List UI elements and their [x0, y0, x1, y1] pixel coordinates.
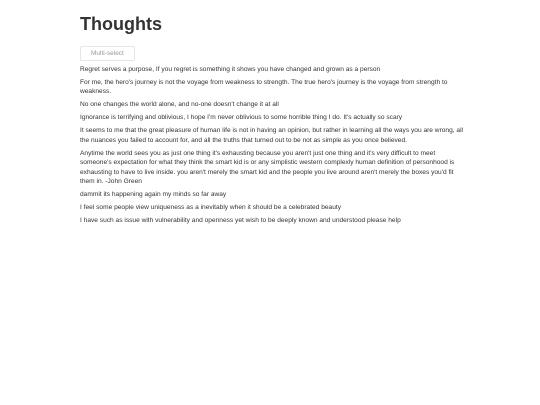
thought-item[interactable]: No one changes the world alone, and no-one doesn't change it at all: [80, 101, 279, 109]
multi-select-button[interactable]: Multi-select: [80, 46, 135, 61]
main-content: [80, 12, 465, 229]
thought-item[interactable]: For me, the hero's journey is not the voyage from weakness to strength. The true hero's journey is the voyage from strength to weakness.: [80, 79, 448, 96]
thought-item[interactable]: I have such as issue with vulnerability and openness yet wish to be deeply known and understood please help: [80, 217, 401, 225]
thought-item[interactable]: Ignorance is terrifying and oblivious, I hope I'm never oblivious to some horrible thing I do. It's actually so scary: [80, 114, 403, 122]
thought-item[interactable]: dammit its happening again my minds so far away: [80, 191, 227, 199]
page-title: Thoughts: [80, 14, 162, 34]
thought-item[interactable]: I feel some people view uniqueness as a inevitably when it should be a celebrated beauty: [80, 204, 341, 212]
thought-item[interactable]: Anytime the world sees you as just one thing it's exhausting because you aren't just one thing and it's very difficult to meet someone's expectation for what they think the smart kid is or any simplistic western complexly human definition of personhood is exhausting to have to live inside. you aren't merely the smart kid and the people you live around aren't merely the boxes you'd fit them in. -John Green: [80, 149, 455, 186]
thought-item[interactable]: It seems to me that the great pleasure of human life is not in having an opinion, but rather in learning all the ways you are wrong, all the nuances you failed to account for, and all the truths that turned out to be not as simple as you once believed.: [80, 127, 464, 144]
thought-item[interactable]: Regret serves a purpose, If you regret is something it shows you have changed and grown as a person: [80, 66, 381, 73]
thought-list: [80, 65, 465, 225]
